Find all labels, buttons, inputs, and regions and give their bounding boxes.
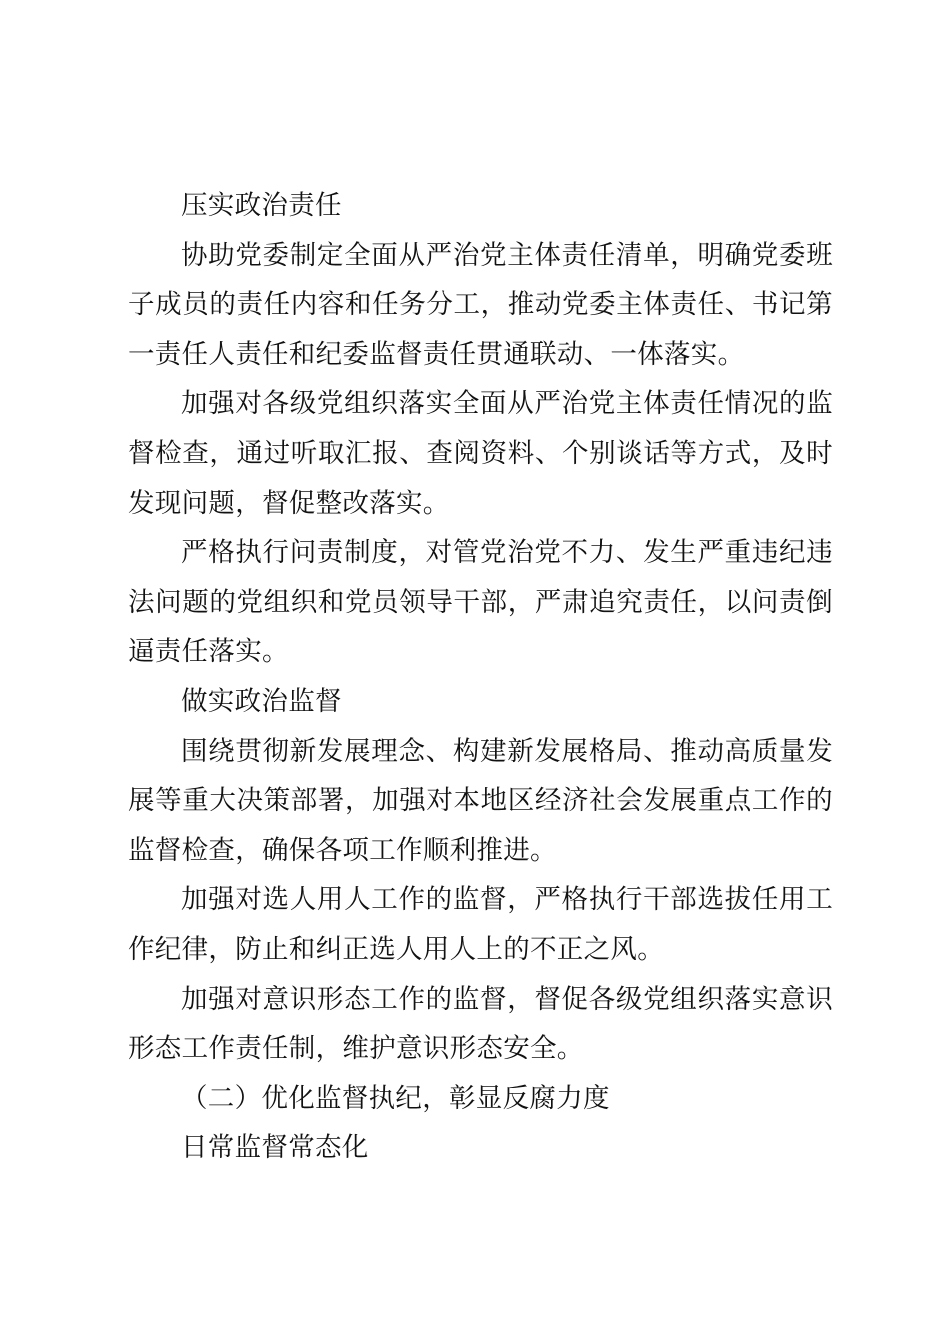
body-paragraph: 严格执行问责制度，对管党治党不力、发生严重违纪违法问题的党组织和党员领导干部，严肃追究责任，以问责倒逼责任落实。 — [128, 537, 833, 668]
section-heading-daily-supervision: 日常监督常态化 — [181, 1132, 369, 1164]
section-heading-optimize-supervision: （二）优化监督执纪，彰显反腐力度 — [181, 1082, 610, 1114]
body-paragraph: 协助党委制定全面从严治党主体责任清单，明确党委班子成员的责任内容和任务分工，推动党委主体责任、书记第一责任人责任和纪委监督责任贯通联动、一体落实。 — [128, 239, 833, 370]
body-paragraph: 加强对各级党组织落实全面从严治党主体责任情况的监督检查，通过听取汇报、查阅资料、个别谈话等方式，及时发现问题，督促整改落实。 — [128, 388, 833, 519]
body-paragraph: 围绕贯彻新发展理念、构建新发展格局、推动高质量发展等重大决策部署，加强对本地区经济社会发展重点工作的监督检查，确保各项工作顺利推进。 — [128, 735, 833, 866]
body-paragraph: 加强对意识形态工作的监督，督促各级党组织落实意识形态工作责任制，维护意识形态安全。 — [128, 983, 833, 1065]
body-paragraph: 加强对选人用人工作的监督，严格执行干部选拔任用工作纪律，防止和纠正选人用人上的不正之风。 — [128, 884, 833, 965]
section-heading-political-supervision: 做实政治监督 — [181, 685, 342, 717]
section-heading-political-responsibility: 压实政治责任 — [181, 190, 342, 221]
document-page — [128, 181, 833, 1173]
